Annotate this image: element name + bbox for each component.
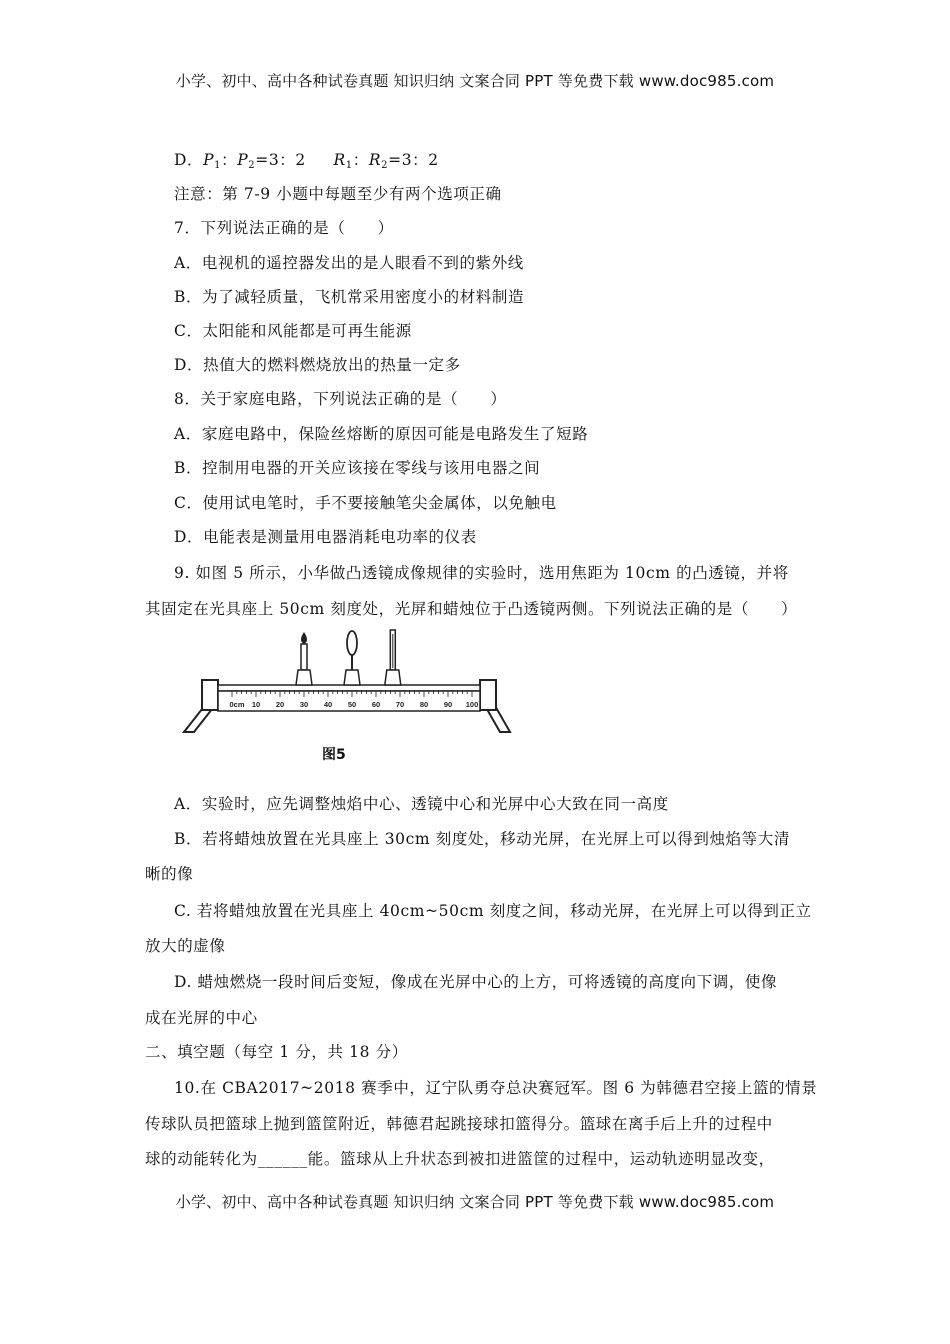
q9-option-d-line2: 成在光屏的中心 — [145, 1009, 258, 1027]
page-footer: 小学、初中、高中各种试卷真题 知识归纳 文案合同 PPT 等免费下载 www.doc985.com — [175, 1193, 775, 1211]
q7-option-d: D．热值大的燃料燃烧放出的热量一定多 — [174, 356, 461, 374]
q10-line1: 10.在 CBA2017~2018 赛季中，辽宁队勇夺总决赛冠军。图 6 为韩德君空接上篮的情景 — [174, 1079, 818, 1097]
q8-option-b: B．控制用电器的开关应该接在零线与该用电器之间 — [174, 459, 541, 477]
ruler-tick-label: 10 — [251, 700, 261, 709]
bench-left-end — [202, 680, 218, 710]
figure-caption: 图5 — [322, 747, 346, 763]
q7-option-c: C．太阳能和风能都是可再生能源 — [174, 322, 412, 340]
ruler-tick-label: 20 — [275, 700, 285, 709]
q9-option-c-line2: 放大的虚像 — [145, 937, 226, 955]
q7-option-a: A．电视机的遥控器发出的是人眼看不到的紫外线 — [174, 254, 524, 272]
optical-bench-figure — [180, 628, 520, 768]
q9-option-c-line1: C. 若将蜡烛放置在光具座上 40cm~50cm 刻度之间，移动光屏，在光屏上可以得到正立 — [174, 902, 812, 920]
ruler-tick-label: 60 — [371, 700, 381, 709]
ruler-tick-label: 90 — [443, 700, 453, 709]
q10-line3: 球的动能转化为______能。篮球从上升状态到被扣进篮筐的过程中，运动轨迹明显改变， — [145, 1150, 775, 1168]
bench-rail-top — [218, 685, 480, 691]
ruler-tick-label: 30 — [299, 700, 309, 709]
q9-option-b-line1: B．若将蜡烛放置在光具座上 30cm 刻度处，移动光屏，在光屏上可以得到烛焰等大清 — [174, 830, 790, 848]
q9-option-d-line1: D. 蜡烛燃烧一段时间后变短，像成在光屏中心的上方，可将透镜的高度向下调，使像 — [174, 973, 778, 991]
ruler-tick-label: 80 — [419, 700, 429, 709]
ruler-tick-label: 40 — [323, 700, 333, 709]
q8-stem: 8．关于家庭电路，下列说法正确的是（ ） — [174, 390, 507, 408]
convex-lens — [344, 631, 360, 685]
q8-option-d: D．电能表是测量用电器消耗电功率的仪表 — [174, 528, 477, 546]
bench-right-end — [480, 680, 496, 710]
multi-answer-note: 注意：第 7-9 小题中每题至少有两个选项正确 — [174, 185, 502, 203]
q9-stem-line2: 其固定在光具座上 50cm 刻度处，光屏和蜡烛位于凸透镜两侧。下列说法正确的是（ ） — [145, 600, 798, 618]
ruler-tick-label: 70 — [395, 700, 405, 709]
light-screen — [385, 630, 401, 685]
ruler-tick-label: 0cm — [229, 700, 245, 709]
q7-option-b: B．为了减轻质量，飞机常采用密度小的材料制造 — [174, 288, 525, 306]
q6-option-d: D．$P_1$：$P_2=3$：2 $R_1$：$R_2=3$：2 — [174, 151, 439, 171]
ruler-tick-label: 100 — [465, 700, 479, 709]
candle — [296, 632, 312, 685]
q9-stem-line1: 9. 如图 5 所示，小华做凸透镜成像规律的实验时，选用焦距为 10cm 的凸透镜，并将 — [174, 564, 789, 582]
q8-option-a: A．家庭电路中，保险丝熔断的原因可能是电路发生了短路 — [174, 425, 589, 443]
q8-option-c: C．使用试电笔时，手不要接触笔尖金属体，以免触电 — [174, 494, 557, 512]
section-2-title: 二、填空题（每空 1 分，共 18 分） — [145, 1043, 408, 1061]
ruler-tick-label: 50 — [347, 700, 357, 709]
q7-stem: 7．下列说法正确的是（ ） — [174, 219, 394, 237]
q10-line2: 传球队员把篮球上抛到篮筐附近，韩德君起跳接球扣篮得分。篮球在离手后上升的过程中 — [145, 1115, 773, 1133]
q9-option-a: A．实验时，应先调整烛焰中心、透镜中心和光屏中心大致在同一高度 — [174, 795, 669, 813]
page-header: 小学、初中、高中各种试卷真题 知识归纳 文案合同 PPT 等免费下载 www.doc985.com — [175, 72, 775, 90]
q9-option-b-line2: 晰的像 — [145, 865, 194, 883]
